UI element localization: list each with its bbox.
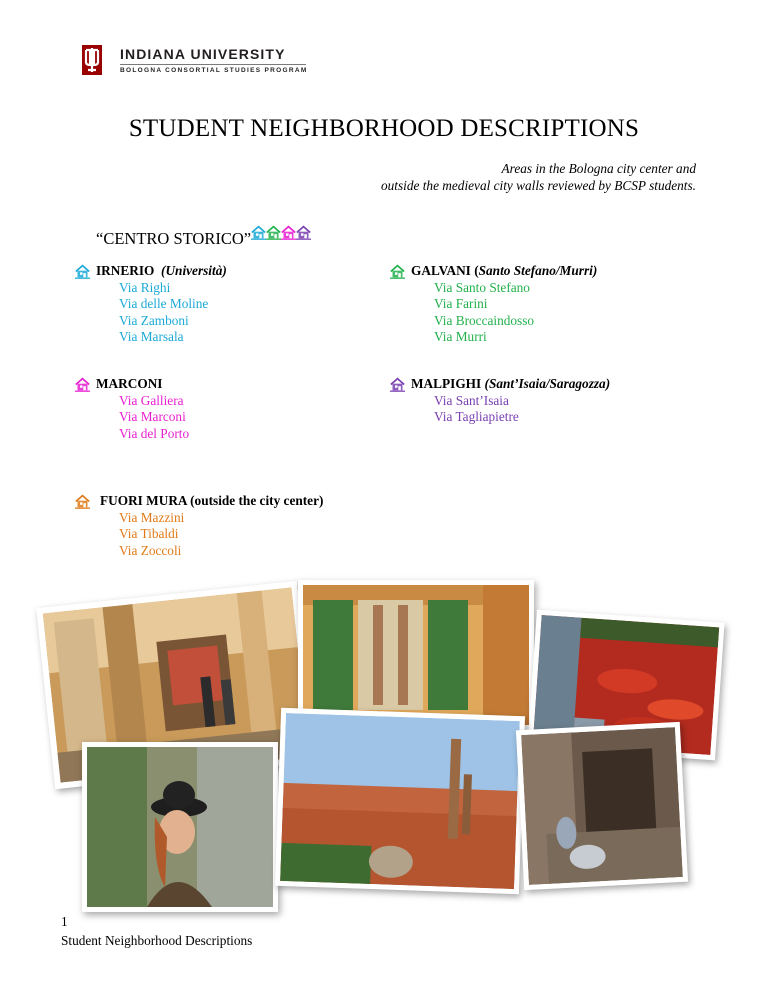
street-item: Via Mazzini xyxy=(119,509,185,525)
neighborhood-name: MARCONI xyxy=(96,376,163,391)
subtitle-line-1: Areas in the Bologna city center and xyxy=(501,161,696,176)
photo-student xyxy=(82,742,278,912)
street-item: Via Marsala xyxy=(119,329,184,344)
street-item: Via del Porto xyxy=(119,425,190,441)
street-item: Via Farini xyxy=(434,296,488,311)
neighborhood-fuori-mura xyxy=(100,493,323,559)
page-number: 1 xyxy=(61,914,68,929)
city-view-photo-image xyxy=(280,713,520,889)
street-item: Via Zoccoli xyxy=(119,542,182,558)
neighborhood-galvani xyxy=(411,263,597,346)
house-icon xyxy=(74,264,91,279)
house-icon xyxy=(74,494,91,509)
photo-window-shutters xyxy=(298,580,534,730)
neighborhood-malpighi xyxy=(411,376,610,426)
subtitle xyxy=(381,160,696,194)
street-item: Via Marconi xyxy=(119,409,186,424)
neighborhood-name: MALPIGHI xyxy=(411,376,482,391)
neighborhood-name: FUORI MURA (outside the city center) xyxy=(100,493,324,508)
neighborhood-qualifier: (Sant’Isaia/Saragozza) xyxy=(484,376,611,391)
indiana-university-trident-logo xyxy=(82,45,102,75)
student-photo-image xyxy=(87,747,273,907)
street-item: Via Galliera xyxy=(119,392,184,408)
street-item: Via Zamboni xyxy=(119,312,189,328)
street-item: Via delle Moline xyxy=(119,296,209,311)
house-icon xyxy=(74,377,91,392)
house-icon xyxy=(295,225,312,240)
neighborhood-irnerio xyxy=(96,263,227,346)
house-icon xyxy=(389,377,406,392)
running-footer-title: Student Neighborhood Descriptions xyxy=(61,933,253,948)
photo-scooter-street xyxy=(516,722,688,890)
neighborhood-marconi xyxy=(96,376,189,442)
institution-name: INDIANA UNIVERSITY xyxy=(120,46,286,62)
page-title: STUDENT NEIGHBORHOOD DESCRIPTIONS xyxy=(128,115,640,142)
street-item: Via Righi xyxy=(119,279,171,295)
neighborhood-qualifier: (Università) xyxy=(161,263,227,278)
street-item: Via Broccaindosso xyxy=(434,312,535,328)
neighborhood-heading: GALVANI (Santo Stefano/Murri) xyxy=(411,263,598,278)
neighborhood-color-legend xyxy=(250,225,312,245)
scooter-photo-image xyxy=(521,727,683,885)
neighborhood-name: IRNERIO xyxy=(96,263,155,278)
street-item: Via Santo Stefano xyxy=(434,279,530,295)
subtitle-line-2: outside the medieval city walls reviewed by BCSP students. xyxy=(381,178,696,193)
street-item: Via Tibaldi xyxy=(119,526,179,541)
street-item: Via Sant’Isaia xyxy=(434,392,509,408)
street-item: Via Tagliapietre xyxy=(434,409,519,424)
program-name: BOLOGNA CONSORTIAL STUDIES PROGRAM xyxy=(120,67,308,74)
neighborhood-heading xyxy=(96,263,227,280)
neighborhood-name: GALVANI xyxy=(411,263,471,278)
window-photo-image xyxy=(303,585,529,725)
photo-city-view xyxy=(275,708,525,894)
neighborhood-qualifier: Santo Stefano/Murri) xyxy=(478,263,598,278)
street-item: Via Murri xyxy=(434,329,487,344)
house-icon xyxy=(389,264,406,279)
section-title: “CENTRO STORICO” xyxy=(96,229,252,248)
logo-divider xyxy=(120,64,306,65)
neighborhood-heading xyxy=(411,376,610,393)
